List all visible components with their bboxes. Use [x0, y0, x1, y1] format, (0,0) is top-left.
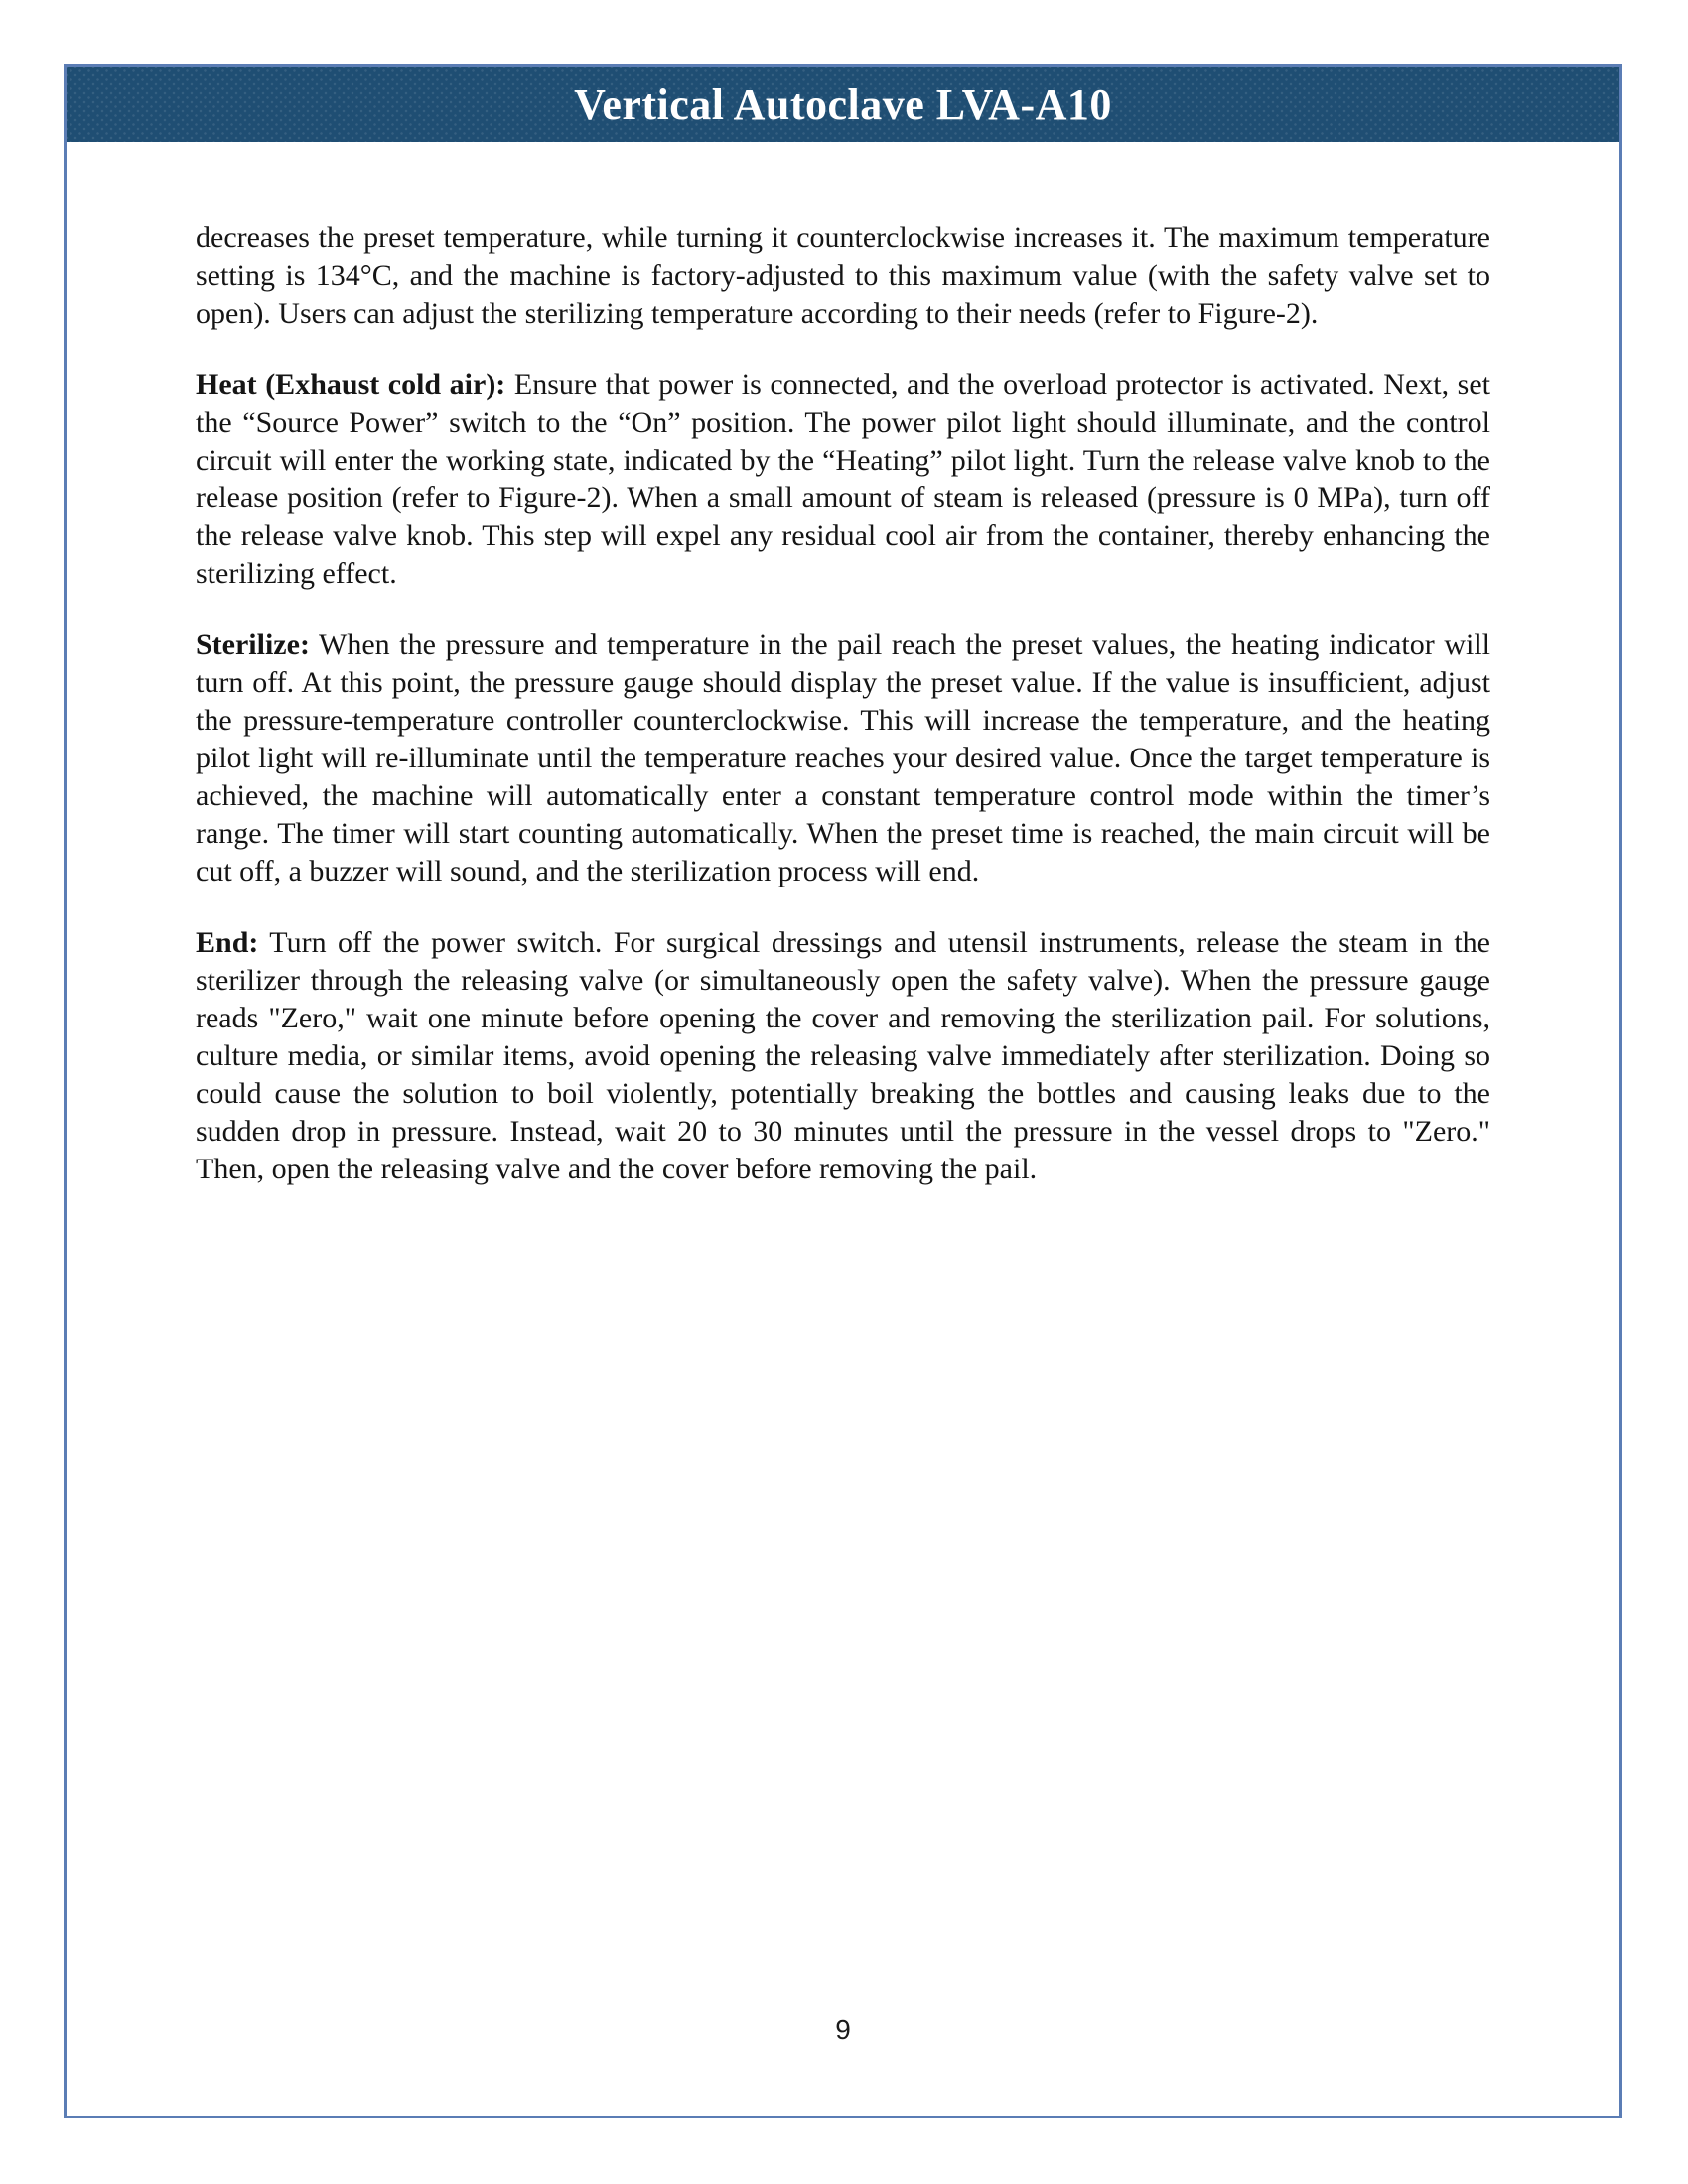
- page-border-frame: [64, 64, 1622, 2118]
- paragraph-end: [196, 924, 1490, 1188]
- paragraph-heat: [196, 366, 1490, 593]
- page-number: 9: [835, 2014, 851, 2045]
- document-body: [67, 142, 1619, 1188]
- document-title: Vertical Autoclave LVA-A10: [574, 79, 1112, 129]
- paragraph-end-text: Turn off the power switch. For surgical dressings and utensil instruments, release the steam in the sterilizer through the releasing valve (or simultaneously open the safety valve). When the pressure gauge reads "Zero," wait one minute before opening the cover and removing the sterilization pail. For solutions, culture media, or similar items, avoid opening the releasing valve immediately after sterilization. Doing so could cause the solution to boil violently, potentially breaking the bottles and causing leaks due to the sudden drop in pressure. Instead, wait 20 to 30 minutes until the pressure in the vessel drops to "Zero." Then, open the releasing valve and the cover before removing the pail.: [196, 926, 1490, 1185]
- paragraph-heat-text: Ensure that power is connected, and the overload protector is activated. Next, set the “Source Power” switch to the “On” position. The power pilot light should illuminate, and the control circuit will enter the working state, indicated by the “Heating” pilot light. Turn the release valve knob to the release position (refer to Figure-2). When a small amount of steam is released (pressure is 0 MPa), turn off the release valve knob. This step will expel any residual cool air from the container, thereby enhancing the sterilizing effect.: [196, 368, 1490, 590]
- paragraph-sterilize: [196, 626, 1490, 890]
- paragraph-sterilize-lead: Sterilize:: [196, 628, 310, 661]
- paragraph-heat-lead: Heat (Exhaust cold air):: [196, 368, 506, 401]
- paragraph-temperature-adjustment: [196, 219, 1490, 333]
- paragraph-sterilize-text: When the pressure and temperature in the pail reach the preset values, the heating indicator will turn off. At this point, the pressure gauge should display the preset value. If the value is insufficient, adjust the pressure-temperature controller counterclockwise. This will increase the temperature, and the heating pilot light will re-illuminate until the temperature reaches your desired value. Once the target temperature is achieved, the machine will automatically enter a constant temperature control mode within the timer’s range. The timer will start counting automatically. When the preset time is reached, the main circuit will be cut off, a buzzer will sound, and the sterilization process will end.: [196, 628, 1490, 887]
- paragraph-temperature-adjustment-text: decreases the preset temperature, while turning it counterclockwise increases it. The maximum temperature setting is 134°C, and the machine is factory-adjusted to this maximum value (with the safety valve set to open). Users can adjust the sterilizing temperature according to their needs (refer to Figure-2).: [196, 221, 1490, 330]
- paragraph-end-lead: End:: [196, 926, 259, 959]
- document-header-band: [67, 67, 1619, 142]
